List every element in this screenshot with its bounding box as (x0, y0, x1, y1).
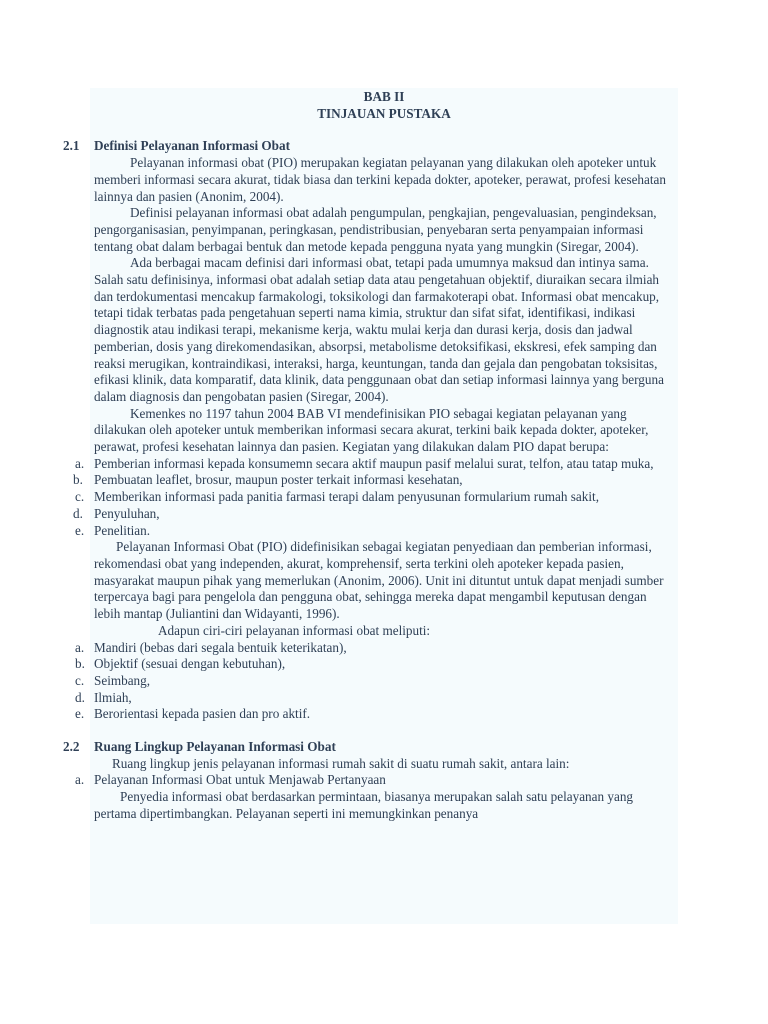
paragraph: Penyedia informasi obat berdasarkan permintaan, biasanya merupakan salah satu pelayanan yang pertama dipertimbangkan. Pelayanan seperti ini memungkinkan penanya (94, 789, 634, 821)
list-item (0, 523, 676, 540)
list-label: a. (75, 455, 85, 471)
section-title: Definisi Pelayanan Informasi Obat (94, 138, 290, 154)
section-title: Ruang Lingkup Pelayanan Informasi Obat (94, 739, 336, 755)
list-text: Berorientasi kepada pasien dan pro aktif. (94, 706, 311, 722)
list-item (0, 489, 676, 506)
list-item (0, 656, 676, 673)
list-label: b. (75, 656, 85, 672)
list-text: Pelayanan Informasi Obat untuk Menjawab Pertanyaan (94, 772, 386, 788)
list-label: b. (73, 472, 83, 488)
paragraph: Pelayanan informasi obat (PIO) merupakan kegiatan pelayanan yang dilakukan oleh apoteker untuk memberi informasi secara akurat, tidak biasa dan terkini kepada dokter, apoteker, perawat, profesi kesehatan lainnya dan pasien (Anonim, 2004). (94, 155, 666, 204)
list-item (0, 690, 676, 707)
list-text: Pemberian informasi kepada konsumemn secara aktif maupun pasif melalui surat, telfon, atau tatap muka, (94, 455, 654, 471)
list-item (0, 772, 676, 789)
list-item (0, 472, 676, 489)
list-label: d. (75, 689, 85, 705)
list-item (0, 640, 676, 657)
list-item (0, 673, 676, 690)
list-label: d. (73, 505, 83, 521)
list-text: Ilmiah, (94, 689, 132, 705)
section-heading-2-2 (0, 739, 768, 756)
list-label: a. (75, 639, 85, 655)
list-text: Penyuluhan, (94, 505, 160, 521)
paragraph: Definisi pelayanan informasi obat adalah pengumpulan, pengkajian, pengevaluasian, pengindeksan, pengorganisasian, penyimpanan, peringkasan, pendistribusian, penyebaran serta penyampaian informasi tentang obat dalam berbagai bentuk dan metode kepada pengguna nyata yang mungkin (Siregar, 2004). (94, 205, 657, 254)
list-text: Memberikan informasi pada panitia farmasi terapi dalam penyusunan formularium rumah sakit, (94, 489, 599, 505)
list-label: a. (75, 772, 85, 788)
section-heading-2-1 (0, 138, 768, 155)
list-item (0, 456, 676, 473)
list-label: e. (75, 522, 85, 538)
list-item (0, 506, 676, 523)
paragraph: Ada berbagai macam definisi dari informasi obat, tetapi pada umumnya maksud dan intinya sama. Salah satu definisinya, informasi obat adalah setiap data atau pengetahuan objektif, diuraikan secara ilmiah dan terdokumentasi mencakup farmakologi, toksikologi dan farmakoterapi obat. Informasi obat mencakup, tetapi tidak terbatas pada pengetahuan seperti nama kimia, struktur dan sifat sifat, identifikasi, indikasi diagnostik atau indikasi terapi, mekanisme kerja, waktu mulai kerja dan durasi kerja, dosis dan jadwal pemberian, dosis yang direkomendasikan, absorpsi, metabolisme detoksifikasi, ekskresi, efek samping dan reaksi merugikan, kontraindikasi, interaksi, harga, keuntungan, tanda dan gejala dan pengobatan toksisitas, efikasi klinik, data komparatif, data klinik, data penggunaan obat dan setiap informasi lainnya yang berguna dalam diagnosis dan pengobatan pasien (Siregar, 2004). (94, 255, 664, 404)
paragraph: Adapun ciri-ciri pelayanan informasi obat meliputi: (158, 622, 431, 638)
list-text: Pembuatan leaflet, brosur, maupun poster terkait informasi kesehatan, (94, 472, 463, 488)
chapter-title: TINJAUAN PUSTAKA (317, 105, 451, 121)
chapter-number: BAB II (363, 89, 405, 104)
section-number: 2.1 (63, 138, 80, 154)
list-label: c. (75, 672, 85, 688)
section-number: 2.2 (63, 739, 80, 755)
paragraph: Pelayanan Informasi Obat (PIO) didefinisikan sebagai kegiatan penyediaan dan pemberian informasi, rekomendasi obat yang independen, akurat, komprehensif, serta terkini oleh apoteker kepada pasien, masyarakat maupun pihak yang memerlukan (Anonim, 2006). Unit ini dituntut untuk dapat menjadi sumber terpercaya bagi para pengelola dan pengguna obat, sehingga mereka dapat mengambil keputusan dengan lebih mantap (Juliantini dan Widayanti, 1996). (94, 539, 664, 622)
list-label: c. (75, 489, 85, 505)
list-text: Objektif (sesuai dengan kebutuhan), (94, 656, 286, 672)
document-content (0, 89, 768, 823)
list-text: Mandiri (bebas dari segala bentuik keterikatan), (94, 639, 347, 655)
list-label: e. (75, 706, 85, 722)
paragraph: Kemenkes no 1197 tahun 2004 BAB VI mendefinisikan PIO sebagai kegiatan pelayanan yang dilakukan oleh apoteker untuk memberikan informasi secara akurat, terkini baik kepada dokter, apoteker, perawat, profesi kesehatan lainnya dan pasien. Kegiatan yang dilakukan dalam PIO dapat berupa: (94, 405, 649, 455)
list-item (0, 706, 676, 723)
paragraph: Ruang lingkup jenis pelayanan informasi rumah sakit di suatu rumah sakit, antara lain: (112, 755, 570, 771)
list-text: Seimbang, (94, 672, 151, 688)
list-text: Penelitian. (94, 522, 151, 538)
